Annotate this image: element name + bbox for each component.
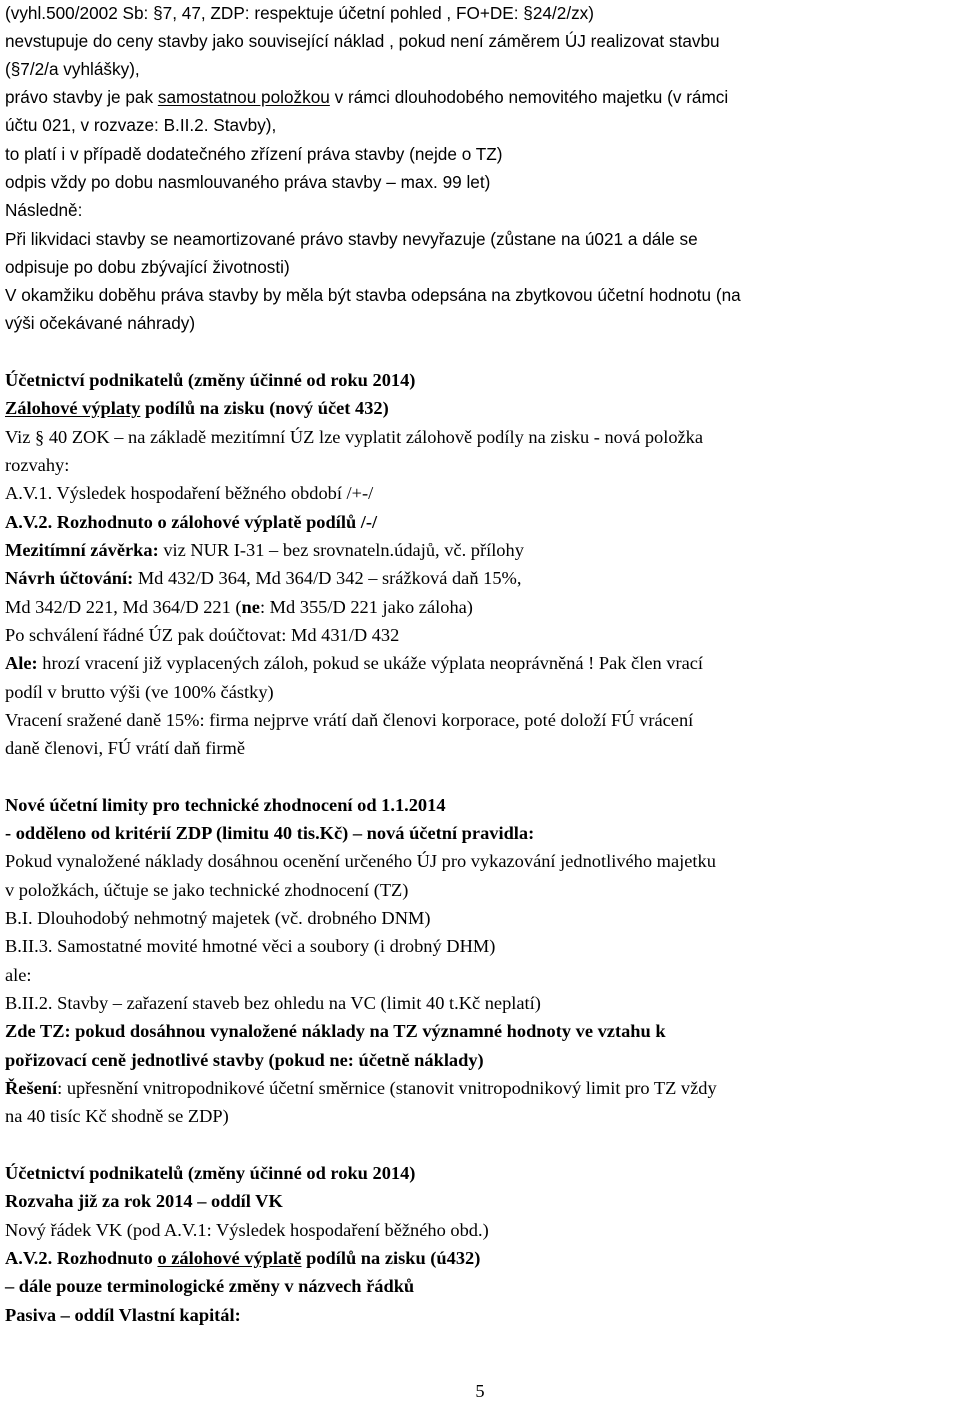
line: účtu 021, v rozvaze: B.II.2. Stavby), [5,115,277,135]
line: podíl v brutto výši (ve 100% částky) [5,682,274,702]
text: hrozí vracení již vyplacených záloh, pokud se ukáže výplata neoprávněná ! Pak člen vrací [37,653,704,673]
line: na 40 tisíc Kč shodně se ZDP) [5,1106,229,1126]
line: Nový řádek VK (pod A.V.1: Výsledek hospodaření běžného obd.) [5,1220,489,1240]
text: : upřesnění vnitropodnikové účetní směrnice (stanovit vnitropodnikový limit pro TZ vždy [57,1078,717,1098]
line: B.II.2. Stavby – zařazení staveb bez ohledu na VC (limit 40 t.Kč neplatí) [5,993,541,1013]
section-heading: Nové účetní limity pro technické zhodnocení od 1.1.2014 [5,795,446,815]
line [5,1245,480,1271]
section-heading: - odděleno od kritérií ZDP (limitu 40 tis.Kč) – nová účetní pravidla: [5,823,535,843]
line: B.I. Dlouhodobý nehmotný majetek (vč. drobného DNM) [5,908,431,928]
underlined-text: samostatnou položkou [157,87,330,107]
section-heading: Účetnictví podnikatelů (změny účinné od roku 2014) [5,1163,416,1183]
line: Vracení sražené daně 15%: firma nejprve vrátí daň členovi korporace, poté doloží FÚ vrácení [5,710,694,730]
line: rozvahy: [5,455,70,475]
line [5,650,703,676]
text: podílů na zisku (ú432) [301,1248,481,1268]
page-number: 5 [475,1381,485,1401]
line [5,565,521,591]
line: (§7/2/a vyhlášky), [5,59,140,79]
bold-label: Návrh účtování: [5,568,134,588]
line: B.II.3. Samostatné movité hmotné věci a soubory (i drobný DHM) [5,936,496,956]
bold-label: Mezitímní závěrka: [5,540,159,560]
line [5,84,728,110]
bold-label: Ale: [5,653,38,673]
line: Viz § 40 ZOK – na základě mezitímní ÚZ lze vyplatit zálohově podíly na zisku - nová položka [5,427,704,447]
bold-label: Řešení [5,1078,58,1098]
section-heading [5,395,389,421]
line: (vyhl.500/2002 Sb: §7, 47, ZDP: respektuje účetní pohled , FO+DE: §24/2/zx) [5,3,594,23]
line: výši očekávané náhrady) [5,313,196,333]
line [5,537,524,563]
text: podílů na zisku (nový účet 432) [140,398,389,418]
line: A.V.2. Rozhodnuto o zálohové výplatě podílů /-/ [5,512,378,532]
line: Pasiva – oddíl Vlastní kapitál: [5,1305,241,1325]
section-heading: Rozvaha již za rok 2014 – oddíl VK [5,1191,283,1211]
line: Zde TZ: pokud dosáhnou vynaložené náklady na TZ významné hodnoty ve vztahu k [5,1021,666,1041]
line: pořizovací ceně jednotlivé stavby (pokud ne: účetně náklady) [5,1050,484,1070]
line: Následně: [5,200,83,220]
underlined-text: Zálohové výplaty [5,398,141,418]
line: V okamžiku doběhu práva stavby by měla být stavba odepsána na zbytkovou účetní hodnotu (na [5,285,741,305]
line [5,594,473,620]
text: : Md 355/D 221 jako záloha) [259,597,473,617]
line: A.V.1. Výsledek hospodaření běžného období /+-/ [5,483,374,503]
line: Při likvidaci stavby se neamortizované právo stavby nevyřazuje (zůstane na ú021 a dále se [5,229,698,249]
line: ale: [5,965,32,985]
text: Md 432/D 364, Md 364/D 342 – srážková daň 15%, [133,568,522,588]
text: A.V.2. Rozhodnuto [5,1248,158,1268]
line [5,1075,717,1101]
line: to platí i v případě dodatečného zřízení práva stavby (nejde o TZ) [5,144,503,164]
line: odpis vždy po dobu nasmlouvaného práva stavby – max. 99 let) [5,172,491,192]
text: v rámci dlouhodobého nemovitého majetku (v rámci [329,87,729,107]
line: daně členovi, FÚ vrátí daň firmě [5,738,246,758]
line: Po schválení řádné ÚZ pak doúčtovat: Md 431/D 432 [5,625,400,645]
line: nevstupuje do ceny stavby jako související náklad , pokud není záměrem ÚJ realizovat stavbu [5,31,720,51]
line: Pokud vynaložené náklady dosáhnou ocenění určeného ÚJ pro vykazování jednotlivého majetku [5,851,716,871]
section-heading: Účetnictví podnikatelů (změny účinné od roku 2014) [5,370,416,390]
underlined-text: o zálohové výplatě [157,1248,302,1268]
text: viz NUR I-31 – bez srovnateln.údajů, vč. přílohy [158,540,524,560]
line: – dále pouze terminologické změny v názvech řádků [5,1276,415,1296]
text: právo stavby je pak [5,87,158,107]
bold-label: ne [241,597,260,617]
line: odpisuje po dobu zbývající životnosti) [5,257,290,277]
line: v položkách, účtuje se jako technické zhodnocení (TZ) [5,880,409,900]
text: Md 342/D 221, Md 364/D 221 ( [5,597,242,617]
